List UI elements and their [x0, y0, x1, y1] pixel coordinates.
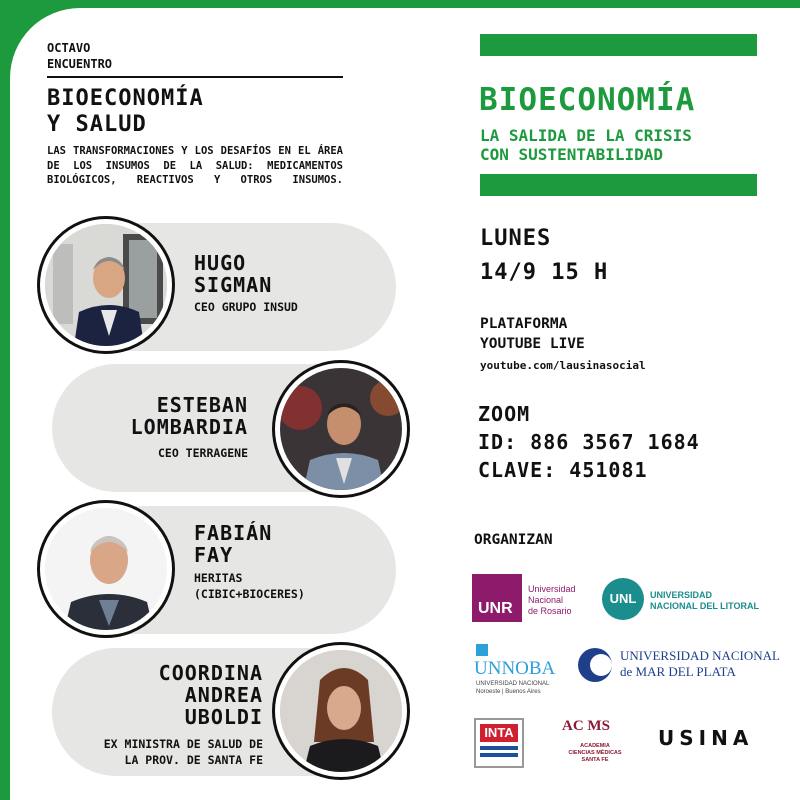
- speaker-photo-uboldi: [272, 642, 410, 780]
- event-title: BIOECONOMÍA Y SALUD: [47, 86, 204, 137]
- speaker-photo-sigman: [37, 216, 175, 354]
- banner-top-bar: [480, 34, 757, 56]
- speaker-name-fay: FABIÁN FAY: [194, 521, 273, 567]
- speaker-name-lombardia: ESTEBAN LOMBARDIA: [130, 393, 248, 439]
- unl-logo: UNL: [602, 578, 644, 620]
- unr-logo: UNR: [472, 574, 522, 622]
- speaker-photo-lombardia: [272, 360, 410, 498]
- event-description: LAS TRANSFORMACIONES Y LOS DESAFÍOS EN EL ÁREA DE LOS INSUMOS DE LA SALUD: MEDICAMENTOS BIOLÓGICOS, REACTIVOS Y OTROS INSUMOS.: [47, 145, 343, 186]
- unr-text: Universidad Nacional de Rosario: [528, 584, 576, 616]
- poster: [10, 8, 800, 800]
- speaker-photo-fay: [37, 500, 175, 638]
- unnoba-text: UNIVERSIDAD NACIONAL Noroeste | Buenos Aires: [476, 681, 550, 695]
- acms-logo: AC MS: [562, 718, 610, 734]
- mdp-logo: [578, 648, 612, 682]
- platform-label: PLATAFORMA YOUTUBE LIVE: [480, 316, 585, 352]
- banner-bottom-bar: [480, 174, 757, 196]
- usina-logo: USINA: [658, 726, 754, 750]
- acms-text: ACADEMIA CIENCIAS MÉDICAS SANTA FE: [568, 743, 622, 763]
- banner-title: BIOECONOMÍA: [479, 82, 696, 118]
- event-kicker: OCTAVO ENCUENTRO: [47, 41, 113, 71]
- header-divider: [47, 76, 343, 78]
- speaker-name-sigman: HUGO SIGMAN: [194, 251, 273, 297]
- mdp-text: UNIVERSIDAD NACIONAL de MAR DEL PLATA: [620, 648, 780, 679]
- unl-text: UNIVERSIDAD NACIONAL DEL LITORAL: [650, 590, 760, 611]
- speaker-name-uboldi: COORDINA ANDREA UBOLDI: [158, 661, 263, 729]
- inta-logo: INTA: [474, 718, 524, 768]
- unnoba-logo: UNNOBA: [474, 658, 556, 679]
- speaker-role-fay: HERITAS (CIBIC+BIOCERES): [194, 571, 305, 601]
- event-schedule: LUNES 14/9 15 H: [480, 226, 609, 285]
- organizers-label: ORGANIZAN: [474, 532, 553, 548]
- zoom-info: ZOOM ID: 886 3567 1684 CLAVE: 451081: [478, 402, 700, 482]
- speaker-role-sigman: CEO GRUPO INSUD: [194, 300, 298, 314]
- unnoba-mark: [476, 644, 488, 656]
- speaker-role-uboldi: EX MINISTRA DE SALUD DE LA PROV. DE SANTA FE: [103, 737, 263, 767]
- banner-subtitle: LA SALIDA DE LA CRISIS CON SUSTENTABILIDAD: [480, 126, 692, 164]
- speaker-role-lombardia: CEO TERRAGENE: [157, 446, 248, 460]
- youtube-link[interactable]: youtube.com/lausinasocial: [480, 359, 646, 372]
